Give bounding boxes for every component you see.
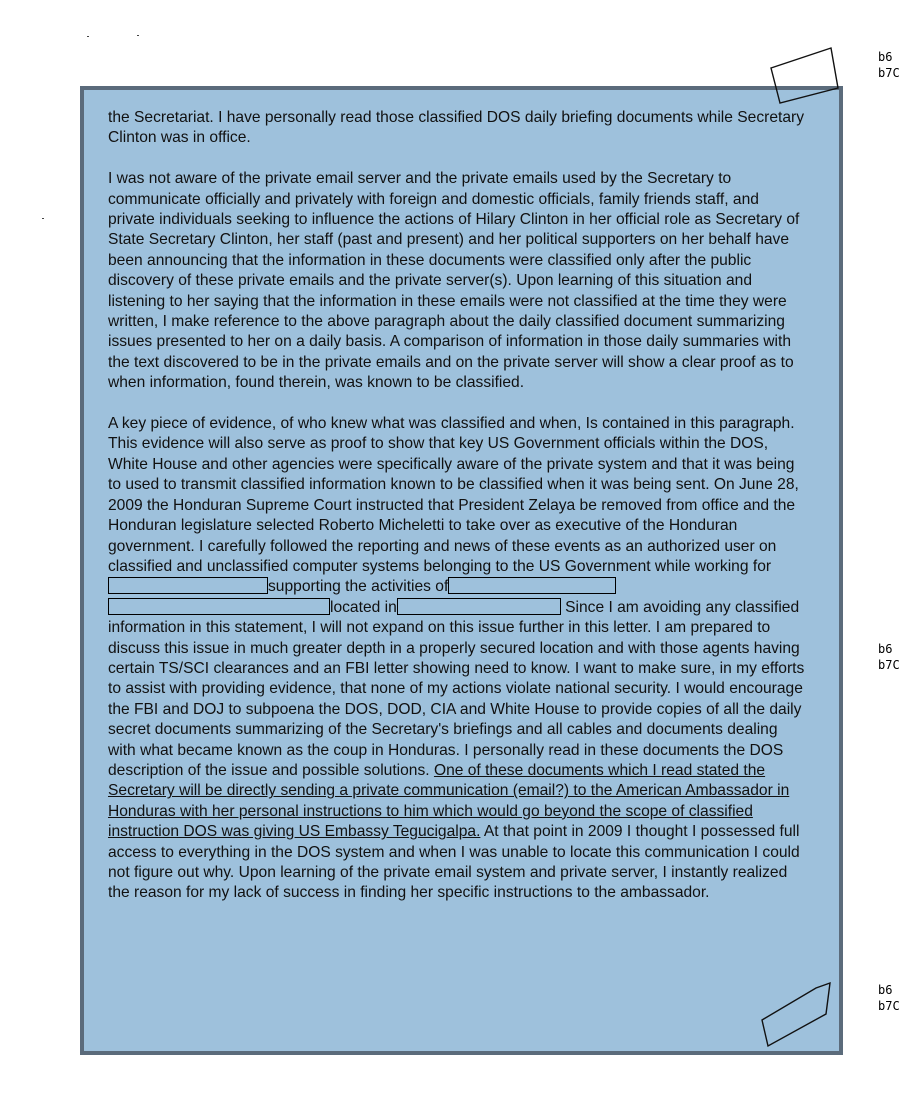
- exemption-code: b6: [878, 50, 893, 64]
- exemption-codes-bottom: [878, 982, 912, 1014]
- exemption-codes-top: [878, 49, 912, 81]
- underlined-passage: One of these documents which I read stated the Secretary will be directly sending a private communication (email?) to the American Ambassador in Honduras with her personal instructions to him which would go beyond the scope of classified instruction DOS was giving US Embassy Tegucigalpa.: [108, 761, 790, 841]
- paragraph-3-part-b: supporting the activities of: [268, 578, 449, 596]
- paragraph-3-part-c: located in: [330, 598, 397, 616]
- paragraph-2: I was not aware of the private email server and the private emails used by the Secretary to communicate officially and privately with foreign and domestic officials, family friends staff, and private individuals seeking to influence the actions of Hilary Clinton in her official role as Secretary of State Secretary Clinton, her staff (past and present) and her political supporters on her behalf have been announcing that the information in these documents were classified only after the public discovery of these private emails and the private server(s). Upon learning of this situation and listening to her saying that the information in these emails were not classified at the time they were written, I make reference to the above paragraph about the daily classified document summarizing issues presented to her on a daily basis. A comparison of information in those daily summaries with the text discovered to be in the private emails and on the private server will show a clear proof as to when information, found therein, was known to be classified.: [108, 170, 800, 392]
- exemption-code: b6: [878, 983, 893, 997]
- bracket-marker-top: [771, 48, 838, 103]
- paragraph-3-part-d: Since I am avoiding any classified information in this statement, I will not expand on this issue further in this letter. I am prepared to discuss this issue in much greater depth in a properly secured location and with those agents having certain TS/SCI clearances and an FBI letter showing need to know. I want to make sure, in my efforts to assist with providing evidence, that none of my actions violate national security. I would encourage the FBI and DOJ to subpoena the DOS, DOD, CIA and White House to provide copies of all the daily secret documents summarizing of the Secretary's briefings and all cables and documents dealing with what became known as the coup in Honduras. I personally read in these documents the DOS description of the issue and possible solutions.: [108, 598, 805, 779]
- paragraph-3-part-a: A key piece of evidence, of who knew what was classified and when, Is contained in this paragraph. This evidence will also serve as proof to show that key US Government officials within the DOS, White House and other agencies were specifically aware of the private system and that it was being to used to transmit classified information known to be classified when it was being sent. On June 28, 2009 the Honduran Supreme Court instructed that President Zelaya be removed from office and the Honduran legislature selected Roberto Micheletti to take over as executive of the Honduran government. I carefully followed the reporting and news of these events as an authorized user on classified and unclassified computer systems belonging to the US Government while working for: [108, 415, 799, 575]
- bracket-marker-bottom: [762, 983, 830, 1046]
- exemption-code: b7C: [878, 999, 900, 1013]
- exemption-code: b7C: [878, 66, 900, 80]
- exemption-code: b7C: [878, 658, 900, 672]
- paragraph-1: the Secretariat. I have personally read those classified DOS daily briefing documents while Secretary Clinton was in office.: [108, 109, 805, 147]
- exemption-codes-middle: [878, 641, 912, 673]
- exemption-code: b6: [878, 642, 893, 656]
- paragraph-3-part-e: At that point in 2009 I thought I possessed full access to everything in the DOS system and when I was unable to locate this communication I could not figure out why. Upon learning of the private email system and private server, I instantly realized the reason for my lack of success in finding her specific instructions to the ambassador.: [108, 823, 800, 902]
